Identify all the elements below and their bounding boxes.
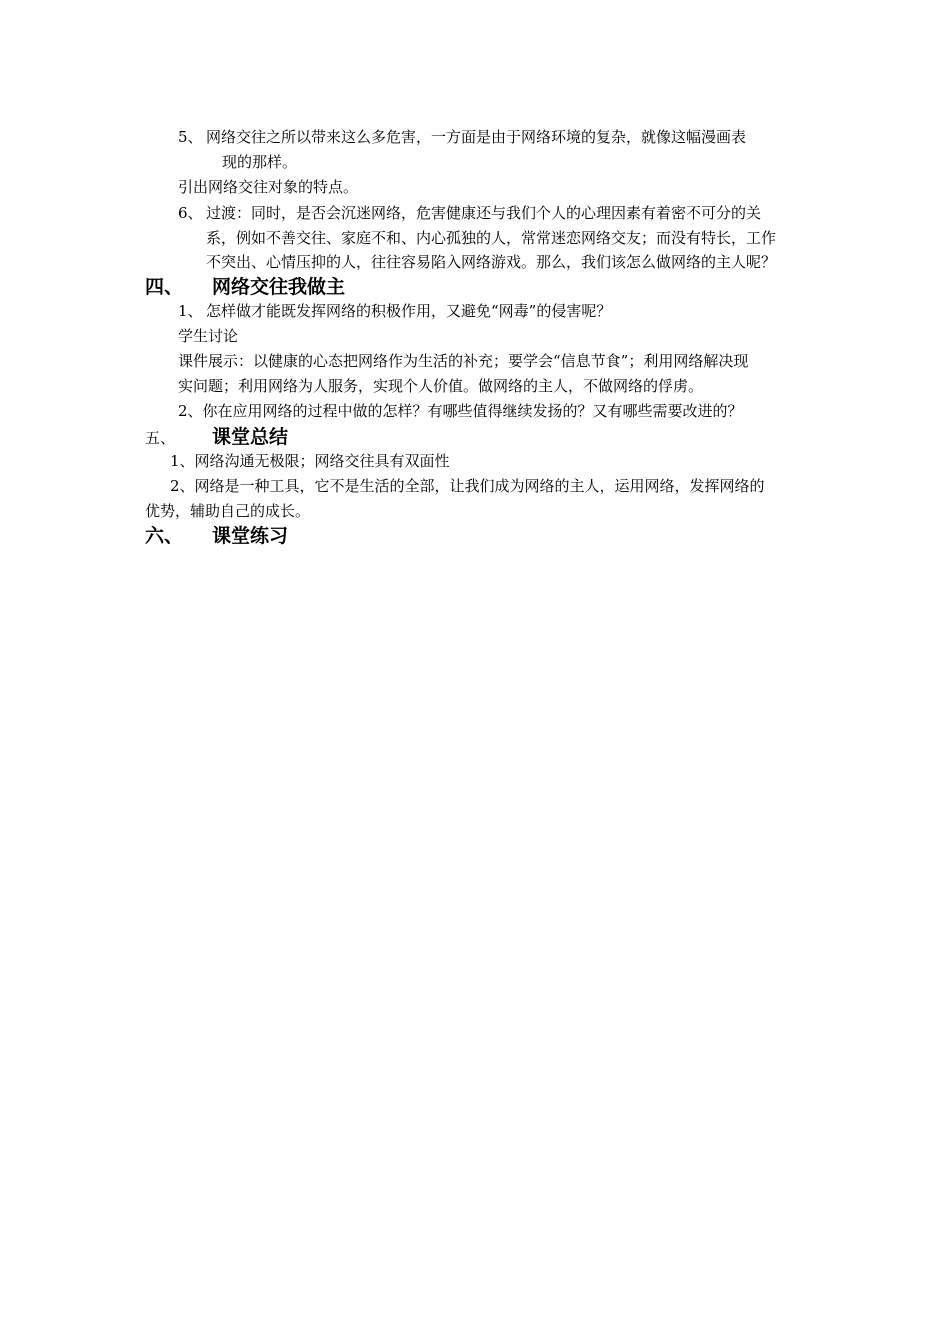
lead-out-text: 引出网络交往对象的特点。 bbox=[178, 178, 359, 196]
section-5-title: 课堂总结 bbox=[212, 426, 289, 448]
item-5-line-2: 现的那样。 bbox=[222, 153, 298, 171]
section-4-item-2: 2、你在应用网络的过程中做的怎样？有哪些值得继续发扬的？又有哪些需要改进的？ bbox=[178, 402, 743, 420]
student-discussion: 学生讨论 bbox=[178, 327, 239, 345]
section-4-item-1-text: 怎样做才能既发挥网络的积极作用，又避免“网毒”的侵害呢？ bbox=[206, 302, 612, 320]
section-5-number: 五、 bbox=[145, 429, 176, 447]
item-5-line-1: 网络交往之所以带来这么多危害，一方面是由于网络环境的复杂，就像这幅漫画表 bbox=[206, 128, 747, 146]
item-5-number: 5、 bbox=[178, 128, 203, 146]
summary-item-2-line-2: 优势，辅助自己的成长。 bbox=[145, 502, 311, 520]
section-4-title: 网络交往我做主 bbox=[212, 276, 346, 298]
courseware-line-2: 实问题；利用网络为人服务，实现个人价值。做网络的主人，不做网络的俘虏。 bbox=[178, 377, 704, 395]
section-6-title: 课堂练习 bbox=[212, 525, 289, 547]
item-6-line-2: 系，例如不善交往、家庭不和、内心孤独的人，常常迷恋网络交友；而没有特长，工作 bbox=[206, 229, 777, 247]
section-4-number: 四、 bbox=[145, 276, 184, 298]
summary-item-1: 1、网络沟通无极限；网络交往具有双面性 bbox=[170, 452, 450, 470]
item-6-number: 6、 bbox=[178, 204, 203, 222]
summary-item-2-line-1: 2、网络是一种工具，它不是生活的全部，让我们成为网络的主人，运用网络，发挥网络的 bbox=[170, 477, 765, 495]
item-6-line-1: 过渡：同时，是否会沉迷网络，危害健康还与我们个人的心理因素有着密不可分的关 bbox=[206, 204, 762, 222]
section-4-item-1-number: 1、 bbox=[178, 302, 203, 320]
section-6-number: 六、 bbox=[145, 525, 184, 547]
item-6-line-3: 不突出、心情压抑的人，往往容易陷入网络游戏。那么，我们该怎么做网络的主人呢？ bbox=[206, 253, 777, 271]
courseware-line-1: 课件展示：以健康的心态把网络作为生活的补充；要学会“信息节食”；利用网络解决现 bbox=[178, 352, 749, 370]
